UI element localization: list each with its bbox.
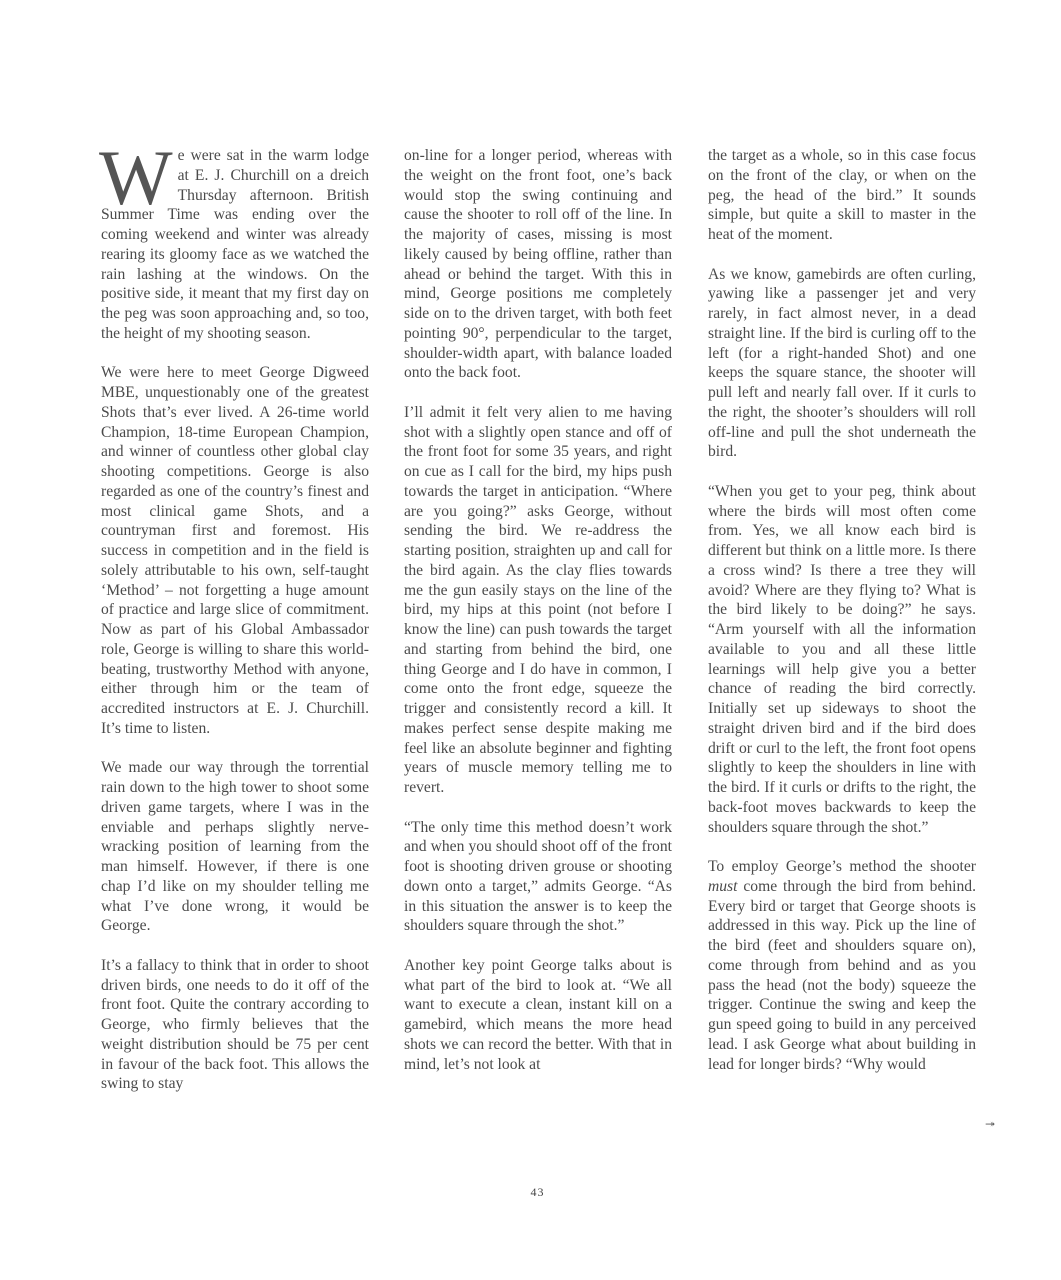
paragraph: “When you get to your peg, think about where the birds will most often come from. Yes, we all know each bird is different but think on a little more. Is there a cross wind? Is there a tree they will avoid? Where are they flying to? What is the bird likely to be doing?” he says. “Arm yourself with all the information available to you and all these little learnings will help give you a better chance of reading the bird correctly. Initially set up sideways to shoot the straight driven bird and if the bird does drift or curl to the left, the front foot opens slightly to keep the shoulders in line with the bird. If it curls or drifts to the right, the back-foot moves backwards to keep the shoulders square through the shot.” [708,482,976,836]
emphasis-text: must [708,877,738,895]
paragraph [99,134,369,344]
page-number: 43 [530,1185,545,1199]
article-column-3 [708,146,976,1094]
paragraph: As we know, gamebirds are often curling, yawing like a passenger jet and very rarely, in fact almost never, in a dead straight line. If the bird is curling off to the left (for a right-handed Shot) and one keeps the square stance, the shooter will pull left and nearly fall over. If it curls to the right, the shooter’s shoulders will roll off-line and pull the shot underneath the bird. [708,265,976,461]
paragraph: We were here to meet George Digweed MBE, unquestionably one of the greatest Shots that’s ever lived. A 26-time world Champion, 18-time European Champion, and winner of countless other global clay shooting competitions. George is also regarded as one of the country’s finest and most clinical game Shots, and a countryman first and foremost. His success in competition and in the field is solely attributable to his own, self-taught ‘Method’ – not forgetting a huge amount of practice and large slice of commitment. Now as part of his Global Ambassador role, George is willing to share this world-beating, trustworthy Method with anyone, either through him or the team of accredited instructors at E. J. Churchill. It’s time to listen. [101,364,369,737]
paragraph: “The only time this method doesn’t work and when you should shoot off of the front foot is shooting driven grouse or shooting down onto a target,” admits George. “As in this situation the answer is to keep the shoulders square through the shot.” [404,818,672,935]
paragraph-text: come through the bird from behind. Every bird or target that George shoots is addressed in this way. Pick up the line of the bird (feet and shoulders square on), come through from behind and as you pass the head (not the body) squeeze the trigger. Continue the swing and keep the gun speed going to build in any perceived lead. I ask George what about building in lead for longer birds? “Why would [708,877,976,1073]
paragraph: We made our way through the torrential rain down to the high tower to shoot some driven game targets, where I was in the enviable and perhaps slightly nerve-wracking position of learning from the man himself. However, if there is one chap I’d like on my shoulder telling me what I’ve done wrong, it would be George. [101,759,369,935]
article-column-1 [99,134,369,1114]
article-column-2 [404,146,672,1094]
paragraph: I’ll admit it felt very alien to me having shot with a slightly open stance and off of the front foot for some 35 years, and right on cue as I call for the bird, my hips push towards the target in anticipation. “Where are you going?” asks George, without sending the bird. We re-address the starting position, straighten up and call for the bird again. As the clay flies towards me the gun easily stays on the line of the bird, my hips at this point (not before I know the line) can push towards the target and starting from behind the bird, one thing George and I do have in common, I come onto the front edge, squeeze the trigger and consistently record a kill. It makes perfect sense despite making me feel like an absolute beginner and fighting years of muscle memory telling me to revert. [404,403,672,796]
paragraph [708,857,976,1074]
drop-cap: W [99,134,173,221]
paragraph: Another key point George talks about is what part of the bird to look at. “We all want to execute a clean, instant kill on a gamebird, which means the more head shots we can record the better. With that in mind, let’s not look at [404,956,672,1073]
paragraph: It’s a fallacy to think that in order to shoot driven birds, one needs to do it off of the front foot. Quite the contrary according to George, who firmly believes that the weight distribution should be 75 per cent in favour of the back foot. This allows the swing to stay [101,956,369,1093]
paragraph: on-line for a longer period, whereas with the weight on the front foot, one’s back would stop the swing continuing and cause the shooter to roll off of the line. In the majority of cases, missing is most likely caused by being offline, rather than ahead or behind the target. With this in mind, George positions me completely side on to the driven target, with both feet pointing 90°, perpendicular to the target, shoulder-width apart, with balance loaded onto the back foot. [404,147,672,382]
paragraph-text: To employ George’s method the shooter [708,858,976,875]
continue-arrow-icon: ↠ [985,1117,996,1131]
paragraph: the target as a whole, so in this case focus on the front of the clay, or when on the peg, the head of the bird.” It sounds simple, but quite a skill to master in the heat of the moment. [708,147,976,243]
paragraph-text: e were sat in the warm lodge at E. J. Churchill on a dreich Thursday afternoon. British Summer Time was ending over the coming weekend and winter was already rearing its gloomy face as we watched the rain lashing at the windows. On the positive side, it meant that my first day on the peg was soon approaching and, so too, the height of my shooting season. [101,147,369,342]
